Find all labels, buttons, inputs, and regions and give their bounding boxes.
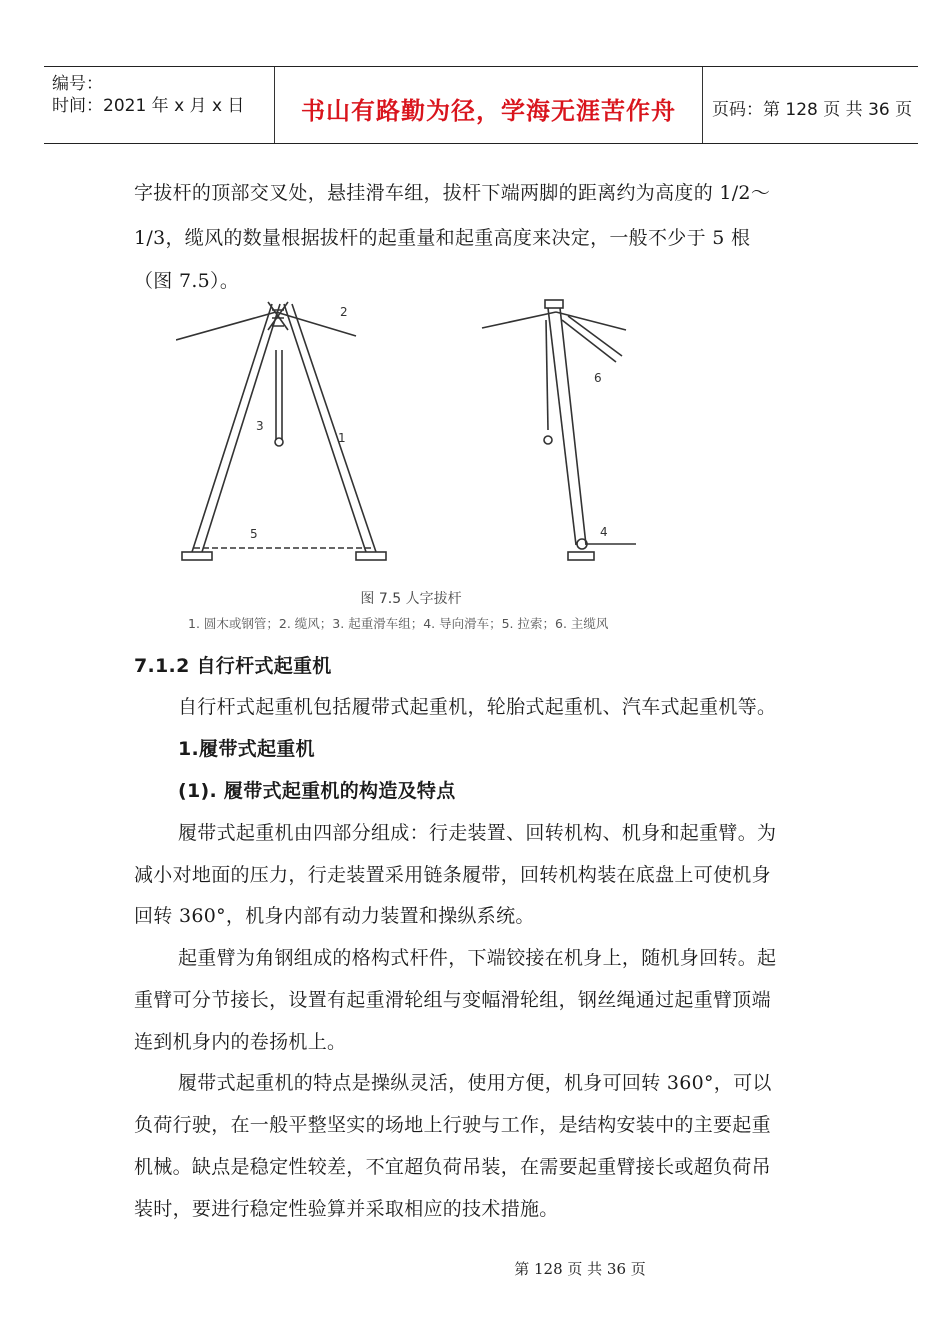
gin-pole-diagram [176, 290, 646, 590]
paragraph-line: 装时，要进行稳定性验算并采取相应的技术措施。 [134, 1198, 559, 1220]
section-heading: 7.1.2 自行杆式起重机 [134, 655, 332, 677]
paragraph-line: 履带式起重机的特点是操纵灵活，使用方便，机身可回转 360°，可以 [178, 1072, 772, 1094]
paragraph-line: 回转 360°，机身内部有动力装置和操纵系统。 [134, 905, 535, 927]
document-header [44, 66, 918, 144]
figure-legend: 1. 圆木或钢管；2. 缆风；3. 起重滑车组；4. 导向滑车；5. 拉索；6. 主缆风 [188, 616, 609, 631]
footer-page-text: 第 128 页 共 36 页 [514, 1260, 646, 1278]
figure-label-3: 3 [256, 419, 264, 433]
paragraph-line: 履带式起重机由四部分组成：行走装置、回转机构、机身和起重臂。为 [178, 822, 777, 844]
figure-caption: 图 7.5 人字拔杆 [360, 591, 462, 607]
paragraph-line: 字拔杆的顶部交叉处，悬挂滑车组，拔杆下端两脚的距离约为高度的 1/2～ [134, 182, 771, 204]
document-time-label: 时间：2021 年 x 月 x 日 [52, 96, 245, 116]
header-motto-cell [274, 67, 703, 143]
figure-label-4: 4 [600, 525, 608, 539]
subheading: (1). 履带式起重机的构造及特点 [178, 780, 456, 802]
document-code-label: 编号： [52, 74, 103, 94]
figure-gin-pole [176, 290, 646, 635]
subheading: 1.履带式起重机 [178, 738, 315, 760]
header-page-cell [702, 67, 918, 143]
paragraph-line: 起重臂为角钢组成的格构式杆件，下端铰接在机身上，随机身回转。起 [178, 947, 777, 969]
header-page-info: 页码：第 128 页 共 36 页 [712, 100, 913, 120]
figure-label-1: 1 [338, 431, 346, 445]
paragraph-line: 机械。缺点是稳定性较差，不宜超负荷吊装，在需要起重臂接长或超负荷吊 [134, 1156, 771, 1178]
figure-label-2: 2 [340, 305, 348, 319]
paragraph-line: 连到机身内的卷扬机上。 [134, 1031, 347, 1053]
page-footer [0, 1258, 950, 1279]
paragraph-line: 负荷行驶，在一般平整坚实的场地上行驶与工作，是结构安装中的主要起重 [134, 1114, 771, 1136]
paragraph-line: 1/3，缆风的数量根据拔杆的起重量和起重高度来决定，一般不少于 5 根 [134, 227, 751, 249]
figure-label-5: 5 [250, 527, 258, 541]
header-motto: 书山有路勤为径，学海无涯苦作舟 [301, 97, 676, 125]
paragraph-line: （图 7.5）。 [134, 270, 240, 292]
paragraph-line: 自行杆式起重机包括履带式起重机，轮胎式起重机、汽车式起重机等。 [178, 696, 777, 718]
paragraph-line: 减小对地面的压力，行走装置采用链条履带，回转机构装在底盘上可使机身 [134, 864, 771, 886]
paragraph-line: 重臂可分节接长，设置有起重滑轮组与变幅滑轮组，钢丝绳通过起重臂顶端 [134, 989, 771, 1011]
figure-label-6: 6 [594, 371, 602, 385]
header-meta-cell [44, 67, 274, 143]
